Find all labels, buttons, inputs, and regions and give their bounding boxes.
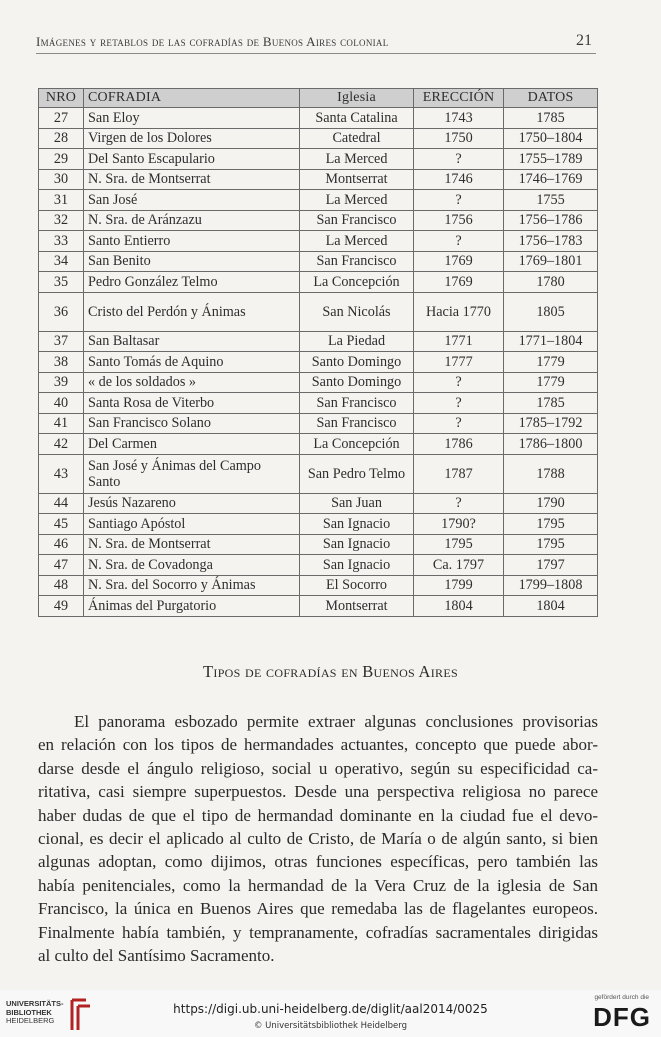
cell-iglesia: Montserrat [300,169,414,190]
cell-nro: 27 [39,108,84,129]
cell-nro: 32 [39,210,84,231]
cell-cofradia: N. Sra. del Socorro y Ánimas [84,575,300,596]
cell-datos: 1785 [504,108,598,129]
cell-iglesia: Santo Domingo [300,372,414,393]
cell-cofradia: Santiago Apóstol [84,514,300,535]
cell-nro: 42 [39,434,84,455]
cell-iglesia: La Concepción [300,272,414,293]
cell-ereccion: 1743 [414,108,504,129]
running-header [36,33,596,54]
table-row [39,149,598,170]
cell-ereccion: 1769 [414,251,504,272]
cell-iglesia: San Ignacio [300,534,414,555]
cell-datos: 1785 [504,393,598,414]
footer-copyright: © Universitätsbibliothek Heidelberg [253,1021,407,1031]
table-row [39,190,598,211]
cell-nro: 40 [39,393,84,414]
cell-cofradia: San José y Ánimas del Campo Santo [84,454,300,493]
cell-ereccion: 1790? [414,514,504,535]
table-row [39,372,598,393]
cell-ereccion: 1787 [414,454,504,493]
body-line: algunas adoptan, como dijimos, otras funciones específicas, pero también las [38,852,598,872]
header-cofradia: COFRADIA [84,89,300,108]
cell-cofradia: Santa Rosa de Viterbo [84,393,300,414]
cell-iglesia: San Francisco [300,251,414,272]
cell-datos: 1755 [504,190,598,211]
cell-nro: 47 [39,555,84,576]
cell-ereccion: 1750 [414,128,504,149]
body-line: había penitenciales, como la hermandad de la Vera Cruz de la iglesia de San [38,875,598,895]
header-iglesia: Iglesia [300,89,414,108]
dfg-wordmark: DFG [593,1002,651,1032]
cell-iglesia: Catedral [300,128,414,149]
table-row [39,272,598,293]
cell-nro: 36 [39,292,84,331]
table-row [39,210,598,231]
table-row [39,534,598,555]
cell-ereccion: 1786 [414,434,504,455]
cell-iglesia: Santo Domingo [300,352,414,373]
cell-iglesia: San Pedro Telmo [300,454,414,493]
cell-ereccion: ? [414,149,504,170]
body-line: Finalmente había también, y tempranamente, cofradías sacramentales dirigidas [38,922,598,942]
cell-nro: 30 [39,169,84,190]
cell-iglesia: La Merced [300,231,414,252]
cell-cofradia: Ánimas del Purgatorio [84,596,300,617]
cell-ereccion: 1771 [414,331,504,352]
cell-ereccion: Hacia 1770 [414,292,504,331]
table-row [39,128,598,149]
body-line: Francisco, la única en Buenos Aires que remedaba las de flagelantes europeos. [38,899,598,919]
cell-cofradia: Pedro González Telmo [84,272,300,293]
cell-ereccion: ? [414,493,504,514]
cell-nro: 39 [39,372,84,393]
cell-ereccion: 1746 [414,169,504,190]
cell-datos: 1756–1783 [504,231,598,252]
table-row [39,393,598,414]
table-row [39,596,598,617]
cell-iglesia: La Piedad [300,331,414,352]
cell-cofradia: N. Sra. de Covadonga [84,555,300,576]
cell-cofradia: N. Sra. de Aránzazu [84,210,300,231]
table-body [39,108,598,617]
running-title: Imágenes y retablos de las cofradías de Buenos Aires colonial [36,34,389,49]
body-line: haber dudas de que el tipo de hermandad dominante en la ciudad fue el devo- [38,805,598,825]
cell-cofradia: N. Sra. de Montserrat [84,169,300,190]
table-row [39,575,598,596]
body-line: darse desde el ángulo religioso, social u operativo, según su especificidad ca- [38,758,598,778]
cell-nro: 38 [39,352,84,373]
cell-datos: 1746–1769 [504,169,598,190]
page-number: 21 [576,32,592,49]
cell-datos: 1779 [504,352,598,373]
cell-datos: 1771–1804 [504,331,598,352]
cell-ereccion: 1756 [414,210,504,231]
cell-cofradia: Del Santo Escapulario [84,149,300,170]
cell-ereccion: ? [414,372,504,393]
table-row [39,434,598,455]
cell-datos: 1750–1804 [504,128,598,149]
table-row [39,454,598,493]
body-paragraph [38,710,598,967]
cell-ereccion: 1769 [414,272,504,293]
cell-datos: 1805 [504,292,598,331]
cell-cofradia: Santo Tomás de Aquino [84,352,300,373]
cell-datos: 1780 [504,272,598,293]
cell-ereccion: 1804 [414,596,504,617]
cell-ereccion: 1799 [414,575,504,596]
table-row [39,251,598,272]
funding-note: gefördert durch die [594,994,649,1001]
section-heading: Tipos de cofradías en Buenos Aires [203,662,458,681]
dfg-logo [585,994,651,1034]
cell-datos: 1779 [504,372,598,393]
cell-nro: 43 [39,454,84,493]
cell-datos: 1795 [504,514,598,535]
cofradias-table [38,88,598,617]
cell-iglesia: San Juan [300,493,414,514]
table-row [39,108,598,129]
table-header-row [39,89,598,108]
cell-datos: 1795 [504,534,598,555]
cell-iglesia: San Francisco [300,413,414,434]
cell-iglesia: La Merced [300,190,414,211]
cell-cofradia: San Baltasar [84,331,300,352]
cell-ereccion: ? [414,190,504,211]
cell-cofradia: Virgen de los Dolores [84,128,300,149]
cell-cofradia: San José [84,190,300,211]
cell-cofradia: Del Carmen [84,434,300,455]
cell-cofradia: Cristo del Perdón y Ánimas [84,292,300,331]
table-row [39,555,598,576]
cell-cofradia: San Eloy [84,108,300,129]
cell-nro: 37 [39,331,84,352]
cell-nro: 44 [39,493,84,514]
cell-ereccion: 1777 [414,352,504,373]
cell-iglesia: San Ignacio [300,514,414,535]
cell-iglesia: San Ignacio [300,555,414,576]
cell-nro: 41 [39,413,84,434]
footer-url[interactable]: https://digi.ub.uni-heidelberg.de/diglit/aal2014/0025 [173,1002,488,1016]
cell-datos: 1797 [504,555,598,576]
cell-cofradia: Jesús Nazareno [84,493,300,514]
header-ereccion: ERECCIÓN [414,89,504,108]
table-row [39,352,598,373]
cell-datos: 1786–1800 [504,434,598,455]
cell-datos: 1799–1808 [504,575,598,596]
cell-datos: 1755–1789 [504,149,598,170]
cell-ereccion: Ca. 1797 [414,555,504,576]
library-line-3: HEIDELBERG [6,1016,55,1026]
cell-datos: 1804 [504,596,598,617]
cell-datos: 1756–1786 [504,210,598,231]
body-line: cional, es decir el aplicado al culto de Cristo, de María o de algún santo, si bien [38,828,598,848]
cell-nro: 35 [39,272,84,293]
cell-cofradia: « de los soldados » [84,372,300,393]
cell-nro: 31 [39,190,84,211]
cell-datos: 1790 [504,493,598,514]
footer [0,990,661,1037]
table-row [39,331,598,352]
cell-datos: 1785–1792 [504,413,598,434]
cell-nro: 29 [39,149,84,170]
table-row [39,231,598,252]
table-row [39,292,598,331]
header-datos: DATOS [504,89,598,108]
cell-ereccion: ? [414,393,504,414]
cell-nro: 49 [39,596,84,617]
library-line-2: BIBLIOTHEK [6,1007,52,1017]
cell-cofradia: N. Sra. de Montserrat [84,534,300,555]
cell-nro: 28 [39,128,84,149]
cell-nro: 48 [39,575,84,596]
cell-iglesia: Montserrat [300,596,414,617]
cell-cofradia: Santo Entierro [84,231,300,252]
table-row [39,514,598,535]
body-line: en relación con los tipos de hermandades actuantes, concepto que puede abor- [38,735,598,755]
cell-datos: 1788 [504,454,598,493]
table-row [39,169,598,190]
cell-iglesia: Santa Catalina [300,108,414,129]
cell-cofradia: San Francisco Solano [84,413,300,434]
body-line: ritativa, casi siempre superpuestos. Desde una perspectiva religiosa no parece [38,782,598,802]
body-line: El panorama esbozado permite extraer algunas conclusiones provisorias [74,712,598,731]
cell-cofradia: San Benito [84,251,300,272]
table-row [39,493,598,514]
header-nro: NRO [39,89,84,108]
cell-iglesia: San Francisco [300,393,414,414]
cell-iglesia: La Merced [300,149,414,170]
cell-iglesia: San Nicolás [300,292,414,331]
library-line-1: UNIVERSITÄTS- [6,999,64,1008]
table-row [39,413,598,434]
cell-iglesia: San Francisco [300,210,414,231]
cell-nro: 46 [39,534,84,555]
body-line: al culto del Santísimo Sacramento. [38,945,275,965]
cell-iglesia: El Socorro [300,575,414,596]
cell-nro: 34 [39,251,84,272]
cell-iglesia: La Concepción [300,434,414,455]
cell-ereccion: ? [414,231,504,252]
cell-ereccion: 1795 [414,534,504,555]
cell-nro: 33 [39,231,84,252]
cell-datos: 1769–1801 [504,251,598,272]
cell-ereccion: ? [414,413,504,434]
cell-nro: 45 [39,514,84,535]
